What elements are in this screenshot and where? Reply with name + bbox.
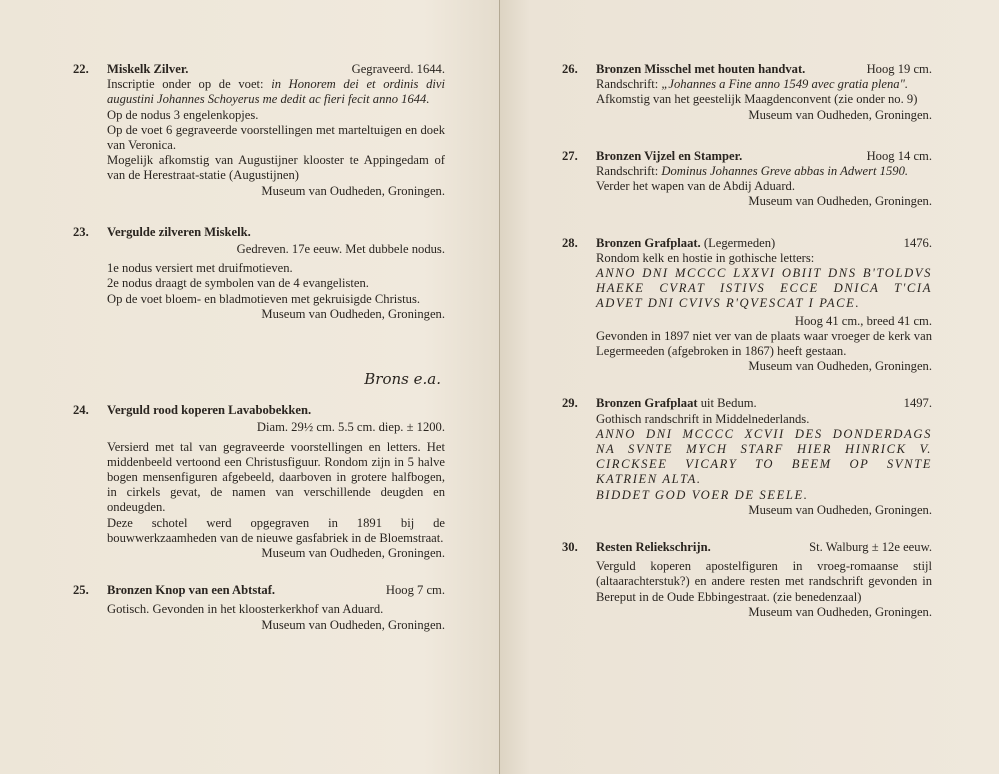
right-page	[500, 0, 999, 774]
entry-paragraph	[596, 559, 932, 619]
entry-paragraph: Verder het wapen van de Abdij Aduard.	[596, 179, 795, 194]
inscription-label: Randschrift:	[596, 164, 662, 179]
inscription-line: BIDDET GOD VOER DE SEELE.	[596, 487, 809, 502]
entry-number: 24.	[73, 403, 89, 418]
left-column	[73, 62, 445, 633]
entry-museum: Museum van Oudheden, Groningen.	[748, 194, 932, 209]
entry-date: Gegraveerd. 1644.	[351, 62, 445, 76]
entry-heading	[107, 225, 445, 240]
entry-paragraph: Gevonden in 1897 niet ver van de plaats waar vroeger de kerk van Legermeeden (afgebroken in 1867) heeft gestaan.	[596, 328, 932, 359]
entry-details: Gedreven. 17e eeuw. Met dubbele nodus.	[236, 242, 445, 257]
entry-title: Miskelk Zilver.	[107, 62, 189, 76]
entry-museum: Museum van Oudheden, Groningen.	[748, 107, 932, 122]
entry-museum: Museum van Oudheden, Groningen.	[261, 617, 445, 632]
inscription-label: Randschrift:	[596, 77, 662, 92]
entry-number: 22.	[73, 62, 89, 76]
entry-museum: Museum van Oudheden, Groningen.	[261, 306, 445, 321]
entry-title-extra: (Legermeden)	[703, 235, 776, 250]
entry-date: 1497.	[903, 396, 932, 411]
entry-paragraph: Op de voet bloem- en bladmotieven met gekruisigde Christus.	[107, 291, 421, 306]
entry-paragraph: Gothisch randschrift in Middelnederlands.	[596, 411, 810, 426]
entry-number: 28.	[562, 235, 578, 250]
entry-paragraph: Afkomstig van het geestelijk Maagdenconvent (zie onder no. 9)	[596, 92, 918, 107]
entry-title: Bronzen Knop van een Abtstaf.	[107, 583, 276, 598]
entry-title-group	[596, 236, 775, 251]
entry-inscription	[596, 77, 932, 92]
entry-heading	[107, 403, 445, 418]
inscription-text: „Johannes a Fine anno 1549 avec gratia plena".	[661, 77, 909, 92]
entry-title: Bronzen Grafplaat	[596, 396, 698, 411]
entry-number: 26.	[562, 62, 578, 76]
section-heading: Brons e.a.	[364, 370, 441, 389]
entry-heading	[596, 62, 932, 77]
entry-dimensions: Hoog 14 cm.	[866, 148, 932, 163]
entry-museum: Museum van Oudheden, Groningen.	[748, 359, 932, 374]
entry-title: Verguld rood koperen Lavabobekken.	[107, 403, 312, 418]
catalog-entry-24	[73, 403, 445, 561]
entry-museum: Museum van Oudheden, Groningen.	[748, 604, 932, 619]
entry-paragraph-text: Verguld koperen apostelfiguren in vroeg-romaanse stijl (altaarachterstuk?) en andere resten met randschrift gevonden in Bereput in de Oude Ebbingestraat. (zie benedenzaal)	[596, 559, 932, 604]
entry-details: Diam. 29½ cm. 5.5 cm. diep. ± 1200.	[256, 420, 445, 435]
entry-paragraph: Op de voet 6 gegraveerde voorstellingen met marteltuigen en doek van Veronica.	[107, 122, 445, 153]
entry-title: Bronzen Misschel met houten handvat.	[596, 62, 806, 76]
left-page	[0, 0, 499, 774]
inscription-line: HAEKE CVRAT ISTIVS ECCE DNICA T'CIA	[596, 281, 932, 296]
entry-heading	[596, 149, 932, 164]
inscription-text: Dominus Johannes Greve abbas in Adwert 1590.	[661, 164, 909, 179]
entry-date: St. Walburg ± 12e eeuw.	[809, 540, 932, 555]
inscription-line: NA SVNTE MYCH STARF HIER HINRICK V.	[596, 442, 932, 457]
catalog-entry-27	[562, 149, 932, 210]
entry-heading	[107, 62, 445, 77]
inscription-line: ADVET DNI CVIVS R'QVESCAT I PACE.	[596, 296, 861, 311]
entry-paragraph: 2e nodus draagt de symbolen van de 4 evangelisten.	[107, 276, 369, 291]
inscription-line: ANNO DNI MCCCC LXXVI OBIIT DNS B'TOLDVS	[596, 266, 932, 281]
catalog-entry-30	[562, 540, 932, 619]
entry-number: 30.	[562, 540, 578, 555]
entry-title-group	[596, 396, 757, 411]
entry-paragraph: Gotisch. Gevonden in het kloosterkerkhof van Aduard.	[107, 602, 384, 617]
catalog-entry-26	[562, 62, 932, 123]
right-column	[562, 62, 932, 620]
entry-inscription	[596, 164, 932, 179]
entry-paragraph: Rondom kelk en hostie in gothische letters:	[596, 250, 815, 265]
entry-heading	[596, 540, 932, 555]
entry-inscription	[107, 77, 445, 107]
entry-museum: Museum van Oudheden, Groningen.	[748, 502, 932, 517]
entry-dimensions: Hoog 19 cm.	[866, 62, 932, 76]
entry-title: Bronzen Grafplaat.	[596, 235, 701, 250]
inscription-text: in Honorem dei et ordinis divi augustini Johannes Schoyerus me dedit ac fieri fecit anno 1644.	[107, 77, 445, 107]
catalog-entry-28	[562, 236, 932, 375]
catalog-entry-29	[562, 396, 932, 518]
entry-heading	[107, 583, 445, 598]
entry-number: 27.	[562, 148, 578, 163]
entry-paragraph: Versierd met tal van gegraveerde voorstellingen en letters. Het middenbeeld vertoond een Christusfiguur. Rondom zijn in 5 halve bogen mensenfiguren afgebeeld, daarboven in grotere halfbogen, in cirkels gevat, de namen van verschillende deugden en ondeugden.	[107, 439, 445, 515]
entry-museum: Museum van Oudheden, Groningen.	[261, 183, 445, 198]
inscription-line: KATRIEN ALTA.	[596, 472, 702, 487]
entry-heading	[596, 396, 932, 411]
entry-dimensions: Hoog 41 cm., breed 41 cm.	[794, 313, 932, 328]
entry-title: Bronzen Vijzel en Stamper.	[596, 148, 743, 163]
entry-paragraph: Mogelijk afkomstig van Augustijner klooster te Appingedam of van de Herestraat-statie (Augustijnen)	[107, 153, 445, 183]
entry-heading	[596, 236, 932, 251]
entry-title: Vergulde zilveren Miskelk.	[107, 224, 251, 239]
entry-title-extra: uit Bedum.	[700, 396, 757, 411]
entry-number: 25.	[73, 583, 89, 598]
entry-paragraph: 1e nodus versiert met druifmotieven.	[107, 261, 293, 276]
entry-museum: Museum van Oudheden, Groningen.	[261, 546, 445, 561]
entry-paragraph: Op de nodus 3 engelenkopjes.	[107, 107, 259, 122]
inscription-label: Inscriptie onder op de voet:	[107, 77, 272, 92]
catalog-entry-22	[73, 62, 445, 199]
entry-dimensions: Hoog 7 cm.	[385, 583, 445, 598]
catalog-entry-25	[73, 583, 445, 633]
entry-paragraph: Deze schotel werd opgegraven in 1891 bij de bouwwerkzaamheden van de nieuwe gasfabriek in de Bloemstraat.	[107, 515, 445, 545]
catalog-entry-23	[73, 225, 445, 322]
entry-number: 29.	[562, 396, 578, 411]
inscription-line: CIRCKSEE VICARY TO BEEM OP SVNTE	[596, 457, 932, 472]
entry-date: 1476.	[903, 235, 932, 250]
entry-number: 23.	[73, 224, 89, 239]
entry-title: Resten Reliekschrijn.	[596, 540, 711, 555]
inscription-line: ANNO DNI MCCCC XCVII DES DONDERDAGS	[596, 426, 932, 441]
